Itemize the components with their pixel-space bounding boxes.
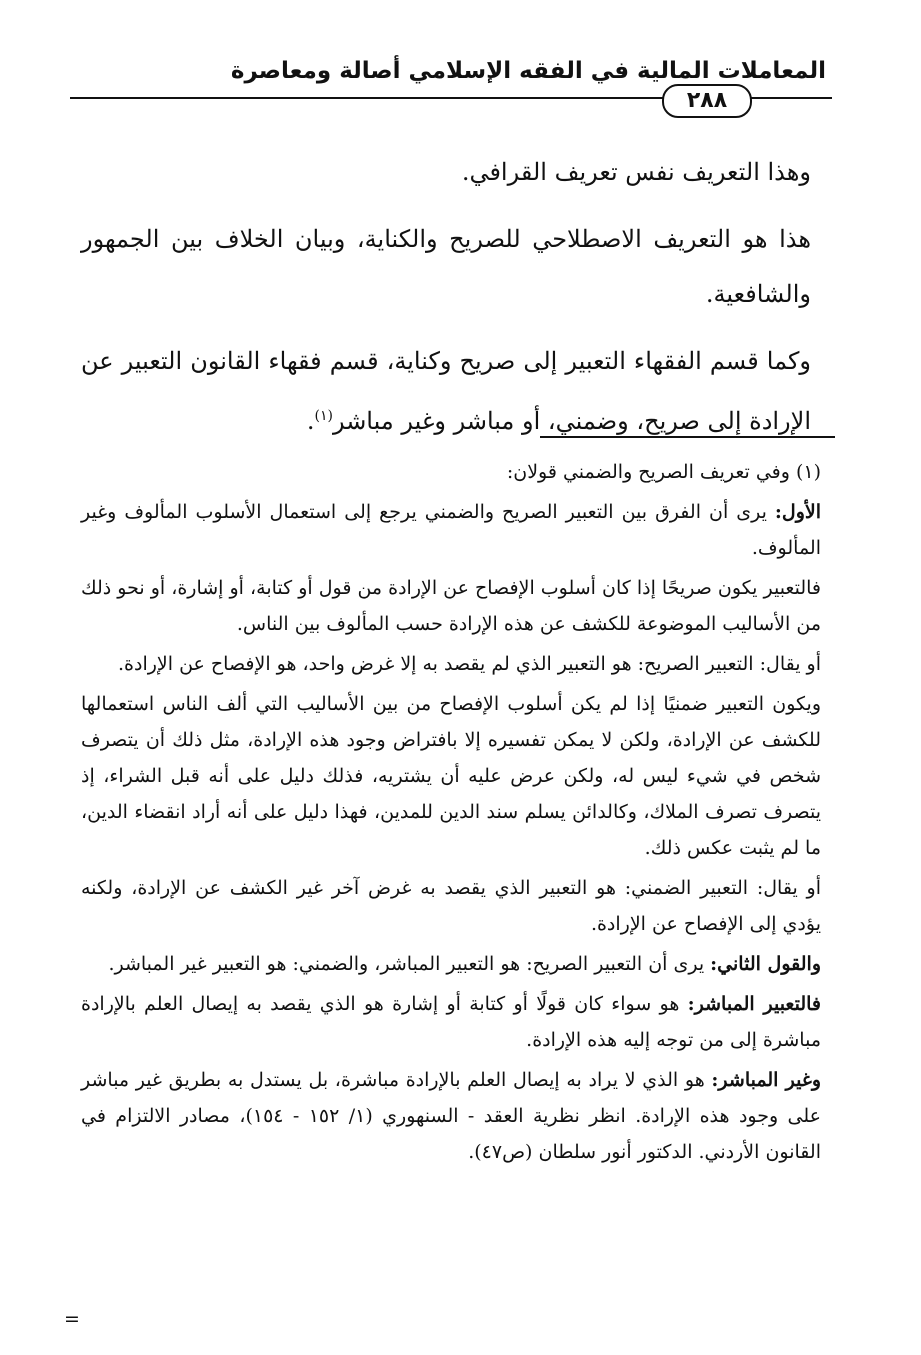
running-header-title: المعاملات المالية في الفقه الإسلامي أصالة ومعاصرة <box>230 58 826 84</box>
footnote-separator <box>540 436 835 438</box>
footnote-explicit-paragraph: فالتعبير يكون صريحًا إذا كان أسلوب الإفصاح عن الإرادة من قول أو كتابة، أو إشارة، أو نحو ذلك من الأساليب الموضوعة للكشف عن هذه الإرادة حسب المألوف بين الناس. <box>81 577 821 635</box>
main-paragraph-3-text: وكما قسم الفقهاء التعبير إلى صريح وكناية، قسم فقهاء القانون التعبير عن الإرادة إلى صريح، وضمني، أو مباشر وغير مباشر <box>81 347 811 435</box>
footnote-explicit-alt-paragraph: أو يقال: التعبير الصريح: هو التعبير الذي لم يقصد به إلا غرض واحد، هو الإفصاح عن الإرادة. <box>118 653 821 675</box>
footnote-second-opinion <box>81 946 821 982</box>
footnote-intro <box>81 454 821 490</box>
footnote-reference: (١) <box>314 408 333 424</box>
main-paragraph-3 <box>81 334 811 449</box>
footnote-indirect-paragraph <box>81 1062 821 1170</box>
continuation-mark: = <box>64 1308 80 1330</box>
page-number-badge: ٢٨٨ <box>662 84 752 118</box>
second-opinion-text: يرى أن التعبير الصريح: هو التعبير المباشر، والضمني: هو التعبير غير المباشر. <box>108 953 711 975</box>
footnote-intro-text: وفي تعريف الصريح والضمني قولان: <box>506 461 790 483</box>
footnote-implicit-alt-paragraph: أو يقال: التعبير الضمني: هو التعبير الذي يقصد به غرض آخر غير الكشف عن الإرادة، ولكنه يؤدي إلى الإفصاح عن الإرادة. <box>81 877 821 935</box>
footnotes <box>81 454 821 1174</box>
indirect-label: وغير المباشر: <box>711 1069 821 1091</box>
direct-label: فالتعبير المباشر: <box>687 993 821 1015</box>
main-paragraph-3-end: . <box>306 407 315 435</box>
footnote-direct-paragraph <box>81 986 821 1058</box>
first-opinion-text: يرى أن الفرق بين التعبير الصريح والضمني يرجع إلى استعمال الأسلوب المألوف وغير المألوف. <box>81 501 821 559</box>
footnote-first-opinion <box>81 494 821 566</box>
footnote-number: (١) <box>795 461 821 483</box>
first-opinion-label: الأول: <box>774 501 821 523</box>
footnote-implicit-paragraph: ويكون التعبير ضمنيًا إذا لم يكن أسلوب الإفصاح من بين الأساليب التي ألف الناس استعمالها للكشف عن الإرادة، ولكن لا يمكن تفسيره إلا بافتراض وجود هذه الإرادة، مثل ذلك أن يتصرف شخص في شيء ليس له، ولكن عرض عليه أن يشتريه، فذلك دليل على أنه قبل الشراء، إذ يتصرف تصرف الملاك، وكالدائن يسلم سند الدين للمدين، فهذا دليل على أنه أراد انقضاء الدين، ما لم يثبت عكس ذلك. <box>81 693 821 859</box>
main-text <box>81 145 811 449</box>
indirect-text: هو الذي لا يراد به إيصال العلم بالإرادة مباشرة، بل يستدل به بطريق غير مباشر على وجود هذه الإرادة. انظر نظرية العقد - السنهوري (١/ ١٥٢ - ١٥٤)، مصادر الالتزام في القانون الأردني. الدكتور أنور سلطان (ص٤٧). <box>81 1069 821 1163</box>
main-paragraph-1: وهذا التعريف نفس تعريف القرافي. <box>461 158 811 186</box>
direct-text: هو سواء كان قولًا أو كتابة أو إشارة هو الذي يقصد به إيصال العلم بالإرادة مباشرة إلى من توجه إليه هذه الإرادة. <box>81 993 821 1051</box>
main-paragraph-2: هذا هو التعريف الاصطلاحي للصريح والكناية، وبيان الخلاف بين الجمهور والشافعية. <box>81 225 811 308</box>
second-opinion-label: والقول الثاني: <box>710 953 821 975</box>
